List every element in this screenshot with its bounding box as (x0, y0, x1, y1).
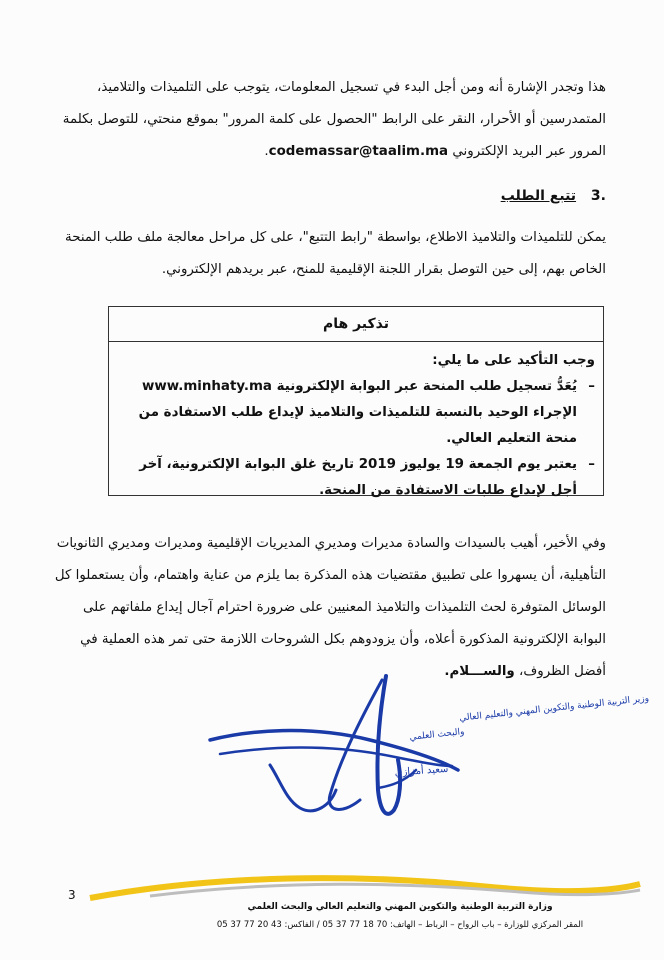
closing-salutation: والســـلام. (444, 664, 515, 679)
tracking-paragraph: يمكن للتلميذات والتلاميذ الاطلاع، بواسطة "رابط التتبع"، على كل مراحل معالجة ملف طلب المنحة الخاص بهم، إلى حين التوصل بقرار اللجنة الإقليمية للمنح، عبر بريدهم الإلكتروني. (65, 230, 606, 277)
official-stamp (394, 694, 649, 779)
handwritten-signature (210, 676, 458, 814)
bullet-dash: – (588, 379, 595, 394)
paragraph-end: . (264, 144, 269, 159)
closing-text: وفي الأخير، أهيب بالسيدات والسادة مديرات ومديري المديريات الإقليمية ومديرات ومديري الثانويات التأهيلية، أن يسهروا على تطبيق مقتضيات هذه المذكرة بما يلزم من عناية واهتمام، وأن يستعملوا كل الوسائل المتوفرة لحث التلميذات والتلاميذ المعنيين على ضرورة احترام آجال إيداع ملفاتهم على البوابة الإلكترونية المذكورة أعلاه، وأن يزودوهم بكل الشروحات اللازمة حتى تمر هذه العملية في أفضل الظروف، (54, 536, 606, 679)
email-address: codemassar@taalim.ma (268, 144, 449, 159)
section-title: تتبع الطلب (500, 188, 577, 204)
notice-title: تذكير هام (109, 307, 603, 342)
bullet-dash: – (588, 457, 595, 472)
notice-item-text: يُعَدُّ تسجيل طلب المنحة عبر البوابة الإلكترونية www.minhaty.ma الإجراء الوحيد بالنسبة للتلميذات والتلاميذ لإيداع طلب الاستفادة من منحة التعليم العالي. (138, 379, 577, 446)
notice-item (117, 374, 595, 452)
footer-ministry-name: وزارة التربية الوطنية والتكوين المهني والتعليم العالي والبحث العلمي (247, 902, 553, 912)
section-heading (501, 188, 606, 204)
notice-item (117, 452, 595, 504)
page-number: 3 (68, 888, 76, 902)
section-number: .3 (590, 188, 606, 204)
important-notice-box (108, 306, 604, 496)
closing-paragraph (50, 528, 606, 688)
stamp-line-2: والبحث العلمي (409, 727, 465, 743)
notice-lead: وجب التأكيد على ما يلي: (432, 353, 595, 368)
info-paragraph-password (51, 72, 606, 168)
stamp-name: سعيد أمزازي (394, 763, 449, 779)
notice-body (109, 342, 603, 504)
notice-item-text: يعتبر يوم الجمعة 19 يوليوز 2019 تاريخ غلق البوابة الإلكترونية، آخر أجل لإيداع طلبات الاستفادة من المنحة. (139, 457, 577, 498)
footer-contact-info: المقر المركزي للوزارة – باب الرواح – الرباط – الهاتف: 70 18 77 37 05 / الفاكس: 43 20 77 37 05 (216, 920, 584, 930)
paragraph-text: هذا وتجدر الإشارة أنه ومن أجل البدء في تسجيل المعلومات، يتوجب على التلميذات والتلاميذ، المتمدرسين أو الأحرار، النقر على الرابط "الحصول على كلمة المرور" بموقع منحتي، للتوصل بكلمة المرور عبر البريد الإلكتروني (62, 80, 606, 159)
stamp-line-1: وزير التربية الوطنية والتكوين المهني والتعليم العالي (458, 693, 650, 724)
